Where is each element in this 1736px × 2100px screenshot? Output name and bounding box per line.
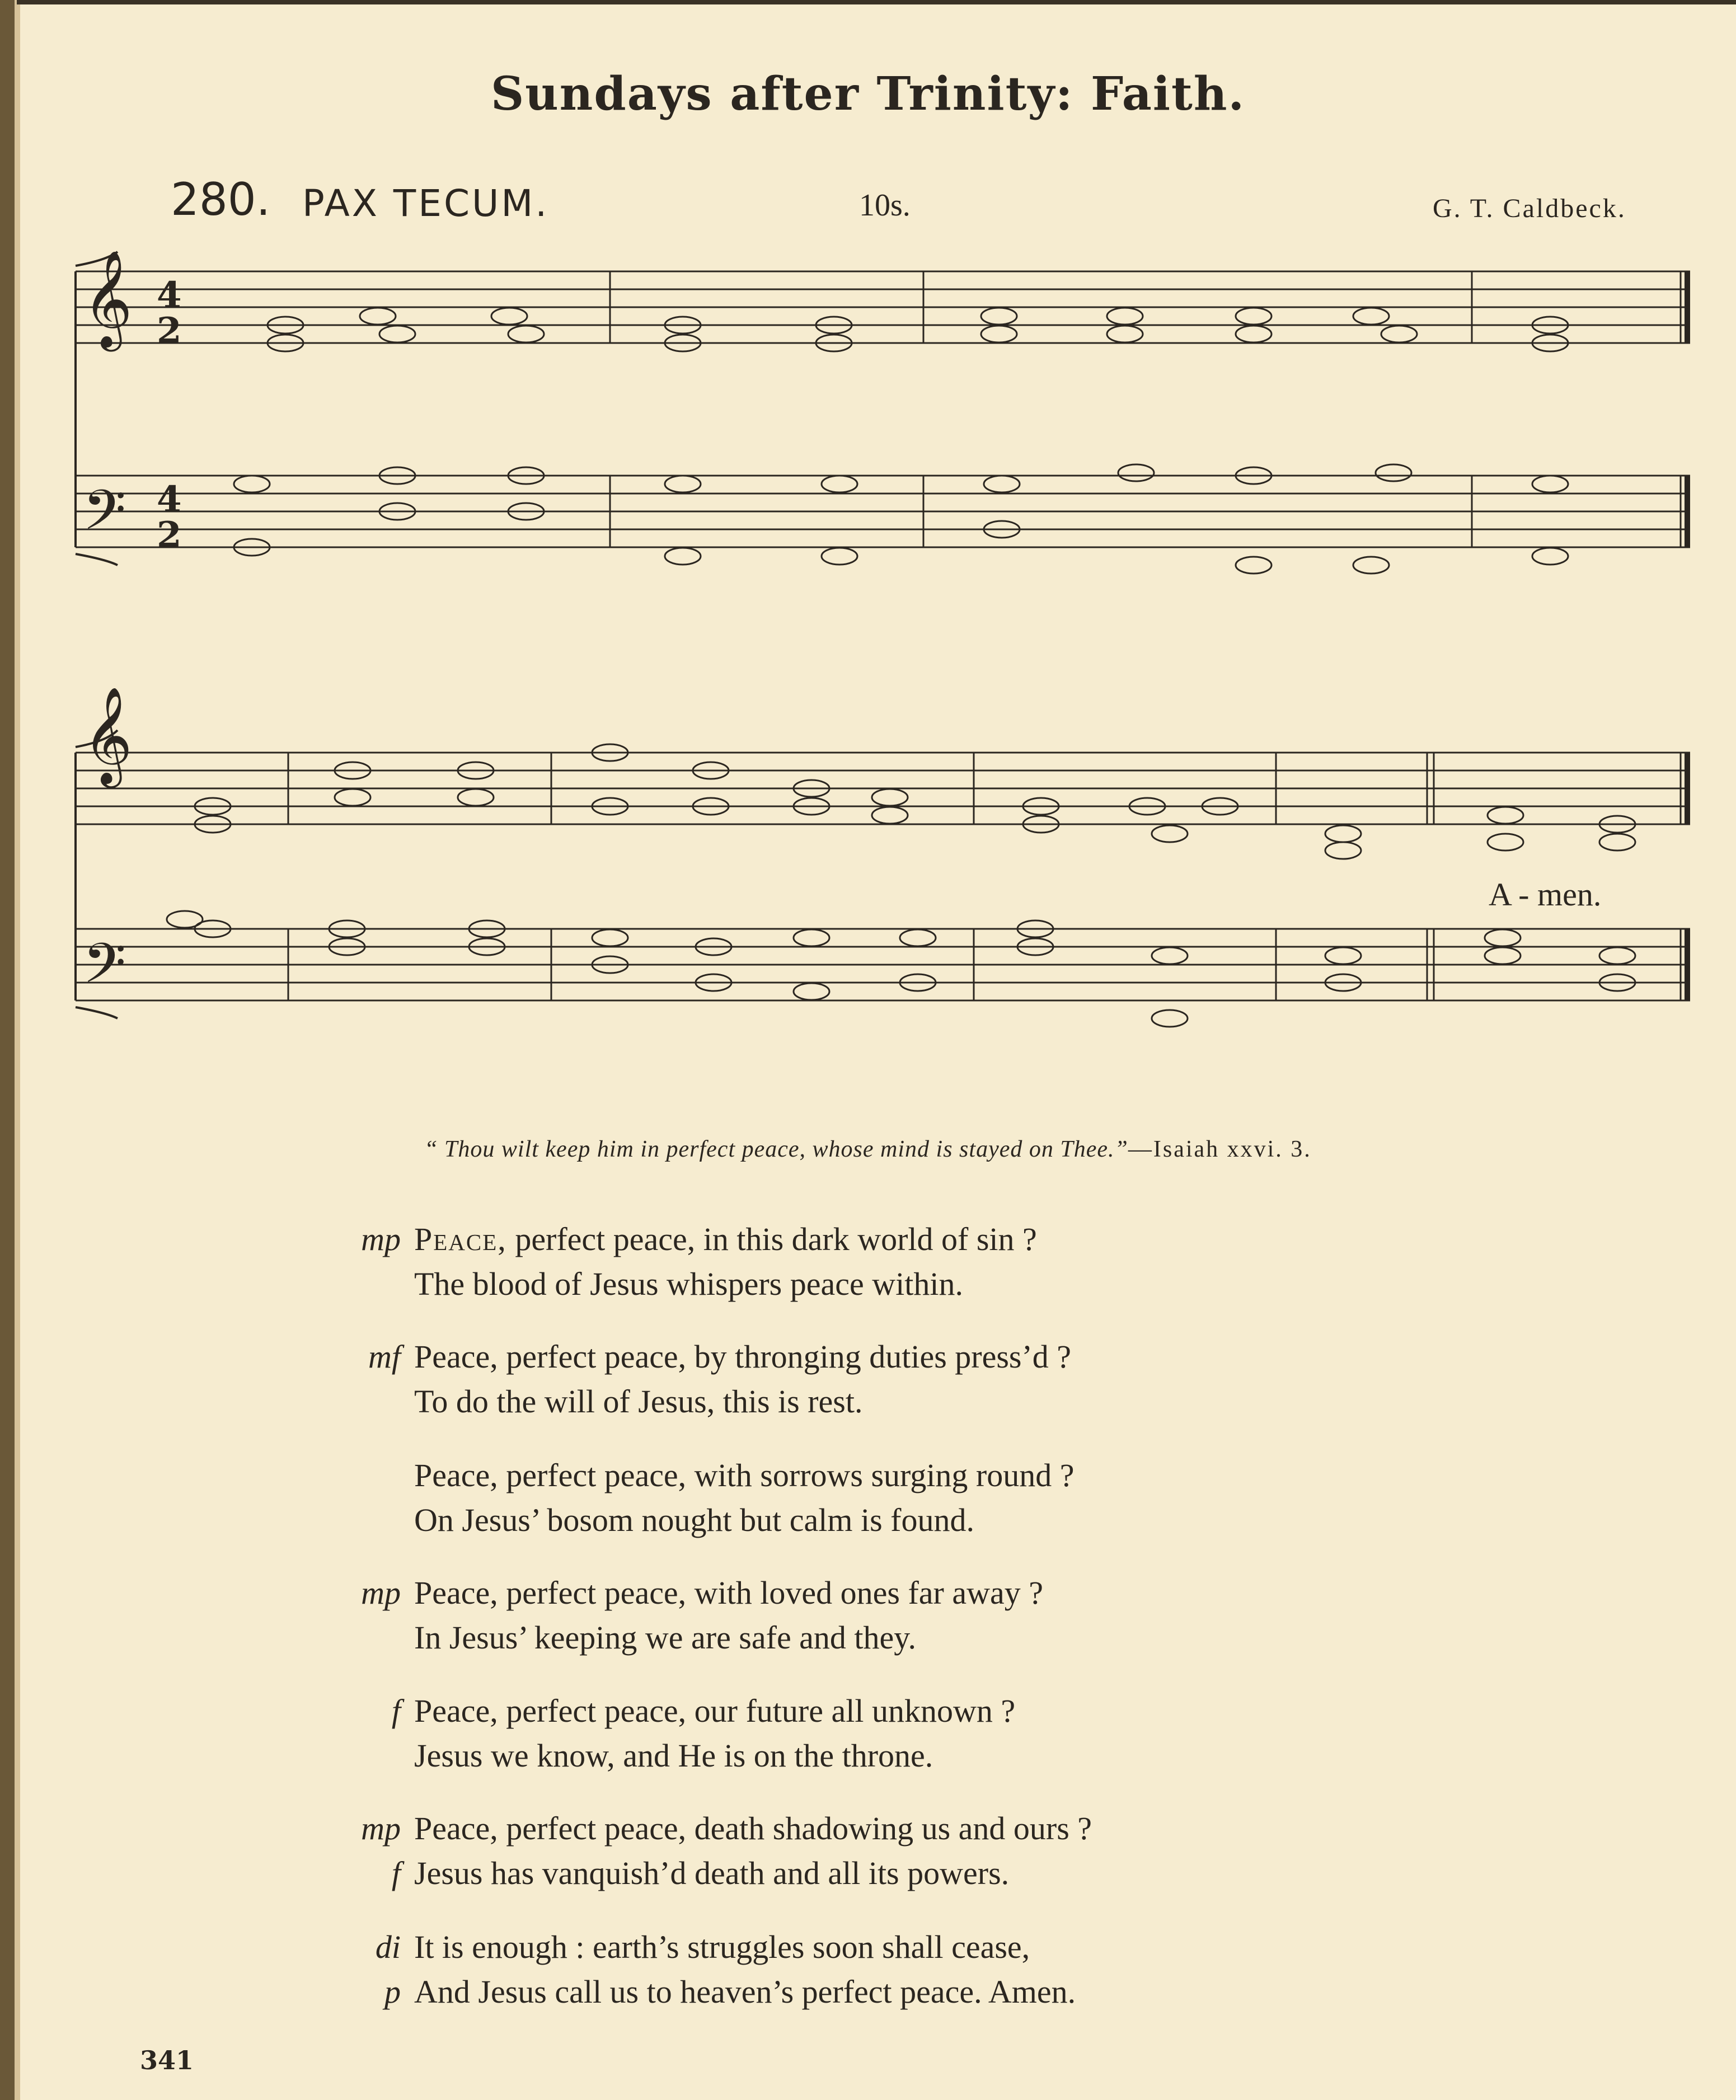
dynamic-mark: mp — [361, 1221, 401, 1257]
line-text: Peace, perfect peace, our future all unknown ? — [414, 1693, 1016, 1729]
amen-label: A - men. — [1489, 876, 1602, 913]
stanza-line — [391, 1689, 1016, 1733]
svg-text:𝄢: 𝄢 — [83, 478, 126, 556]
tune-name: PAX TECUM. — [302, 182, 550, 225]
dynamic-mark: f — [391, 1693, 401, 1729]
bass-time-bottom: 2 — [157, 514, 182, 556]
line-text: Peace, perfect peace, by thronging duties press’d ? — [414, 1338, 1072, 1375]
system2-barlines — [288, 753, 1687, 1000]
stanza-line — [361, 1571, 1043, 1615]
epigraph — [0, 1136, 1736, 1163]
stanza-line — [368, 1335, 1072, 1379]
stanza-line — [414, 1262, 1037, 1307]
system1-barlines — [610, 271, 1687, 547]
page-binding-edge — [0, 0, 15, 2100]
line-text: To do the will of Jesus, this is rest. — [414, 1383, 863, 1420]
system2-treble-notes — [195, 744, 1635, 859]
meter: 10s. — [859, 188, 911, 223]
dynamic-mark: f — [391, 1855, 401, 1891]
dynamic-mark: p — [384, 1974, 401, 2010]
stanza-line — [414, 1615, 1043, 1660]
system2-bass-staff — [76, 929, 1690, 1000]
bass-time-top: 4 — [157, 478, 182, 520]
svg-text:𝄞: 𝄞 — [83, 250, 133, 347]
epigraph-reference: —Isaiah xxvi. 3. — [1128, 1136, 1312, 1162]
stanza-line — [414, 1453, 1074, 1498]
line-text: Jesus we know, and He is on the throne. — [414, 1737, 933, 1774]
line-text: It is enough : earth’s struggles soon shall cease, — [414, 1929, 1030, 1965]
stanza-5 — [391, 1689, 1016, 1778]
stanza-7 — [375, 1925, 1076, 2014]
dynamic-mark: mf — [368, 1338, 401, 1375]
stanza-line — [414, 1498, 1074, 1543]
page-number: 341 — [140, 2045, 194, 2075]
stanza-3 — [414, 1453, 1074, 1543]
svg-text:𝄢: 𝄢 — [83, 932, 126, 1009]
top-rule — [17, 0, 1736, 4]
composer: G. T. Caldbeck. — [1433, 194, 1626, 223]
stanza-line — [384, 1970, 1076, 2014]
treble-time-bottom: 2 — [157, 310, 182, 352]
stanza-line — [414, 1379, 1071, 1424]
stanza-6 — [361, 1806, 1092, 1896]
line-text: perfect peace, in this dark world of sin ? — [506, 1221, 1037, 1257]
stanza-1 — [361, 1217, 1037, 1307]
system1-treble-notes — [268, 308, 1568, 351]
system1-bass-notes — [234, 464, 1568, 574]
svg-text:𝄞: 𝄞 — [83, 687, 133, 784]
line-text: Peace, perfect peace, with sorrows surging round ? — [414, 1457, 1075, 1493]
stanza-line — [375, 1925, 1076, 1970]
music-score — [73, 249, 1707, 1088]
first-word: Peace, — [414, 1221, 507, 1257]
page-binding-shadow — [15, 0, 20, 2100]
line-text: The blood of Jesus whispers peace within. — [414, 1266, 963, 1302]
system2-treble-staff — [76, 753, 1690, 824]
line-text: And Jesus call us to heaven’s perfect peace. Amen. — [414, 1974, 1076, 2010]
dynamic-mark: mp — [361, 1810, 401, 1847]
dynamic-mark: di — [375, 1929, 401, 1965]
line-text: Peace, perfect peace, death shadowing us and ours ? — [414, 1810, 1092, 1847]
stanza-line — [361, 1806, 1092, 1851]
epigraph-quote: “ Thou wilt keep him in perfect peace, whose mind is stayed on Thee.” — [424, 1136, 1128, 1162]
stanza-line — [361, 1217, 1037, 1262]
treble-time-top: 4 — [157, 274, 182, 316]
system1-bass-staff — [76, 476, 1690, 547]
stanza-line — [391, 1851, 1092, 1896]
running-head: Sundays after Trinity: Faith. — [490, 67, 1246, 121]
stanza-2 — [368, 1335, 1072, 1424]
system1-treble-staff — [76, 271, 1690, 343]
line-text: On Jesus’ bosom nought but calm is found. — [414, 1502, 974, 1538]
hymn-number: 280. — [171, 173, 271, 225]
line-text: Jesus has vanquish’d death and all its powers. — [414, 1855, 1010, 1891]
dynamic-mark: mp — [361, 1575, 401, 1611]
line-text: Peace, perfect peace, with loved ones far away ? — [414, 1575, 1043, 1611]
line-text: In Jesus’ keeping we are safe and they. — [414, 1619, 917, 1656]
stanza-line — [414, 1733, 1015, 1778]
stanza-4 — [361, 1571, 1043, 1660]
